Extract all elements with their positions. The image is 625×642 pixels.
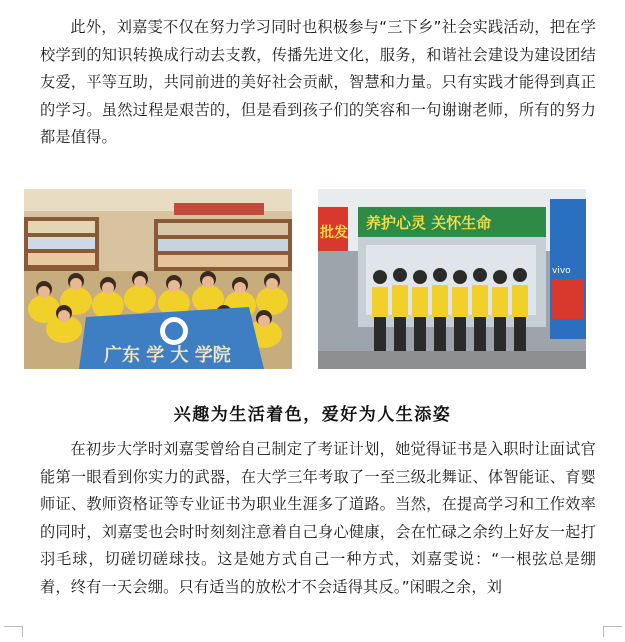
page-corner-mark-left [4, 626, 23, 637]
section-heading: 兴趣为生活着色，爱好为人生添姿 [173, 405, 452, 425]
group-photo-storefront-image [318, 189, 586, 369]
photo-group-with-banner [24, 189, 292, 369]
paragraph-certificates-hobbies: 在初步大学时刘嘉雯曾给自己制定了考证计划，她觉得证书是入职时让面试官能第一眼看到你实力的武器，在大学三年考取了一至三级北舞证、体智能证、育婴师证、教师资格证等专业证书为职业生涯多了道路。当然，在提高学习和工作效率的同时，刘嘉雯也会时时刻刻注意着自己身心健康，会在忙碌之余约上好友一起打羽毛球，切磋切磋球技。这是她方式自己一种方式，刘嘉雯说：“一根弦总是绷着，终有一天会绷。只有适当的放松才不会适得其反。”闲暇之余，刘 [40, 440, 596, 596]
banner-text: 广东 学 大 学院 [104, 345, 231, 366]
photo-storefront-group [318, 189, 586, 369]
paragraph-social-practice: 此外，刘嘉雯不仅在努力学习同时也积极参与“三下乡”社会实践活动，把在学校学到的知识转换成行动去支教，传播先进文化，服务，和谐社会建设为建设团结友爱，平等互助，共同前进的美好社会贡献，智慧和力量。只有实践才能得到真正的学习。虽然过程是艰苦的，但是看到孩子们的笑容和一句谢谢老师，所有的努力都是值得。 [40, 18, 596, 146]
group-photo-library-image [24, 189, 292, 369]
store-sign-text: 养护心灵 关怀生命 [366, 214, 492, 232]
sign-left-text: 批发 [320, 225, 348, 241]
page-corner-mark-right [603, 626, 622, 637]
brand-sign-text: vivo [552, 266, 571, 276]
